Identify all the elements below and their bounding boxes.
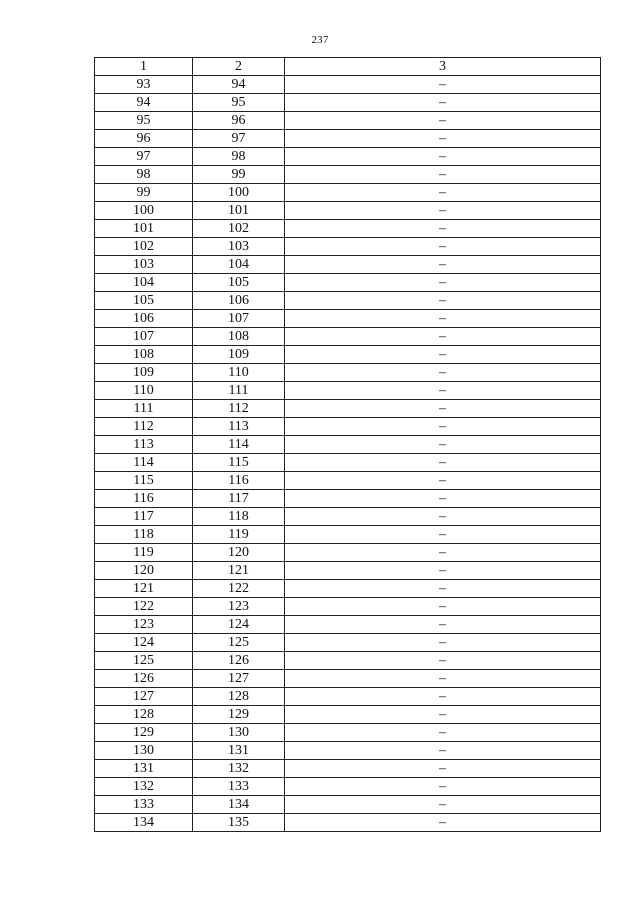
data-table (94, 57, 601, 832)
table-cell-col-2: 134 (193, 796, 285, 814)
table-cell-col-1: 94 (95, 94, 193, 112)
table-cell-col-1: 118 (95, 526, 193, 544)
table-row (95, 346, 601, 364)
table-cell-col-2: 108 (193, 328, 285, 346)
table-cell-col-3: – (285, 742, 601, 760)
table-cell-col-2: 104 (193, 256, 285, 274)
table-cell-col-2: 107 (193, 310, 285, 328)
table-cell-col-1: 107 (95, 328, 193, 346)
column-header-2: 2 (193, 58, 285, 76)
table-cell-col-3: – (285, 364, 601, 382)
table-cell-col-2: 111 (193, 382, 285, 400)
table-cell-col-1: 122 (95, 598, 193, 616)
table-row (95, 400, 601, 418)
table-cell-col-2: 97 (193, 130, 285, 148)
table-cell-col-3: – (285, 292, 601, 310)
table-cell-col-3: – (285, 706, 601, 724)
table-row (95, 760, 601, 778)
table-cell-col-3: – (285, 256, 601, 274)
table-row (95, 436, 601, 454)
table-cell-col-2: 96 (193, 112, 285, 130)
table-cell-col-1: 93 (95, 76, 193, 94)
table-row (95, 706, 601, 724)
table-cell-col-3: – (285, 76, 601, 94)
table-cell-col-2: 125 (193, 634, 285, 652)
table-cell-col-3: – (285, 310, 601, 328)
table-cell-col-3: – (285, 454, 601, 472)
table-row (95, 616, 601, 634)
table-cell-col-1: 132 (95, 778, 193, 796)
table-cell-col-1: 102 (95, 238, 193, 256)
table-cell-col-1: 134 (95, 814, 193, 832)
table-cell-col-1: 110 (95, 382, 193, 400)
table-cell-col-2: 109 (193, 346, 285, 364)
table-cell-col-3: – (285, 148, 601, 166)
table-cell-col-3: – (285, 112, 601, 130)
table-cell-col-1: 117 (95, 508, 193, 526)
table-cell-col-1: 119 (95, 544, 193, 562)
table-row (95, 454, 601, 472)
table-cell-col-2: 130 (193, 724, 285, 742)
table-cell-col-3: – (285, 814, 601, 832)
table-cell-col-3: – (285, 274, 601, 292)
table-cell-col-2: 99 (193, 166, 285, 184)
table-cell-col-2: 114 (193, 436, 285, 454)
table-cell-col-2: 131 (193, 742, 285, 760)
table-row (95, 670, 601, 688)
table-row (95, 508, 601, 526)
table-header-row (95, 58, 601, 76)
table-row (95, 238, 601, 256)
table-cell-col-2: 102 (193, 220, 285, 238)
table-cell-col-1: 125 (95, 652, 193, 670)
table-row (95, 256, 601, 274)
table-row (95, 814, 601, 832)
column-header-1: 1 (95, 58, 193, 76)
table-cell-col-1: 103 (95, 256, 193, 274)
table-row (95, 112, 601, 130)
table-cell-col-3: – (285, 220, 601, 238)
column-header-3: 3 (285, 58, 601, 76)
table-body (95, 76, 601, 832)
table-cell-col-1: 95 (95, 112, 193, 130)
table-cell-col-3: – (285, 508, 601, 526)
table-cell-col-1: 113 (95, 436, 193, 454)
table-row (95, 166, 601, 184)
table-cell-col-2: 127 (193, 670, 285, 688)
table-cell-col-3: – (285, 562, 601, 580)
table-cell-col-3: – (285, 688, 601, 706)
table-cell-col-3: – (285, 184, 601, 202)
table-cell-col-1: 97 (95, 148, 193, 166)
table-cell-col-2: 129 (193, 706, 285, 724)
table-cell-col-1: 96 (95, 130, 193, 148)
table-cell-col-1: 109 (95, 364, 193, 382)
table-cell-col-3: – (285, 598, 601, 616)
table-cell-col-1: 126 (95, 670, 193, 688)
table-cell-col-3: – (285, 670, 601, 688)
table-cell-col-1: 123 (95, 616, 193, 634)
table-row (95, 652, 601, 670)
table-cell-col-3: – (285, 796, 601, 814)
table-cell-col-3: – (285, 382, 601, 400)
table-cell-col-2: 116 (193, 472, 285, 490)
table-cell-col-1: 98 (95, 166, 193, 184)
table-cell-col-3: – (285, 418, 601, 436)
table-cell-col-1: 99 (95, 184, 193, 202)
table-row (95, 130, 601, 148)
table-row (95, 490, 601, 508)
table-cell-col-1: 133 (95, 796, 193, 814)
table-row (95, 382, 601, 400)
table-cell-col-1: 130 (95, 742, 193, 760)
table-cell-col-3: – (285, 94, 601, 112)
table-cell-col-3: – (285, 202, 601, 220)
table-row (95, 184, 601, 202)
table-cell-col-2: 100 (193, 184, 285, 202)
table-cell-col-3: – (285, 472, 601, 490)
table-cell-col-1: 101 (95, 220, 193, 238)
table-row (95, 328, 601, 346)
table-row (95, 526, 601, 544)
table-cell-col-2: 113 (193, 418, 285, 436)
table-cell-col-2: 120 (193, 544, 285, 562)
table-row (95, 274, 601, 292)
table-cell-col-2: 101 (193, 202, 285, 220)
table-cell-col-3: – (285, 634, 601, 652)
table-row (95, 742, 601, 760)
table-cell-col-1: 114 (95, 454, 193, 472)
table-cell-col-1: 128 (95, 706, 193, 724)
table-row (95, 562, 601, 580)
table-row (95, 688, 601, 706)
table-row (95, 724, 601, 742)
table-cell-col-1: 127 (95, 688, 193, 706)
table-cell-col-3: – (285, 616, 601, 634)
table-row (95, 634, 601, 652)
table-cell-col-3: – (285, 724, 601, 742)
table-cell-col-1: 106 (95, 310, 193, 328)
table-cell-col-2: 135 (193, 814, 285, 832)
table-cell-col-1: 108 (95, 346, 193, 364)
table-cell-col-2: 112 (193, 400, 285, 418)
table-cell-col-1: 120 (95, 562, 193, 580)
table-cell-col-3: – (285, 544, 601, 562)
table-row (95, 148, 601, 166)
table-row (95, 778, 601, 796)
table-cell-col-2: 118 (193, 508, 285, 526)
table-cell-col-2: 117 (193, 490, 285, 508)
table-cell-col-3: – (285, 652, 601, 670)
table-cell-col-1: 116 (95, 490, 193, 508)
table-cell-col-2: 124 (193, 616, 285, 634)
table-row (95, 94, 601, 112)
table-cell-col-1: 115 (95, 472, 193, 490)
table-cell-col-1: 105 (95, 292, 193, 310)
table-cell-col-2: 105 (193, 274, 285, 292)
table-cell-col-1: 131 (95, 760, 193, 778)
table-cell-col-3: – (285, 328, 601, 346)
table-cell-col-2: 126 (193, 652, 285, 670)
table-row (95, 310, 601, 328)
table-cell-col-3: – (285, 580, 601, 598)
table-cell-col-2: 132 (193, 760, 285, 778)
table-row (95, 418, 601, 436)
table-cell-col-1: 121 (95, 580, 193, 598)
table-cell-col-2: 103 (193, 238, 285, 256)
table-row (95, 76, 601, 94)
table-cell-col-1: 124 (95, 634, 193, 652)
table-cell-col-2: 128 (193, 688, 285, 706)
table-cell-col-3: – (285, 760, 601, 778)
table-cell-col-3: – (285, 490, 601, 508)
table-cell-col-2: 110 (193, 364, 285, 382)
table-cell-col-3: – (285, 436, 601, 454)
table-row (95, 292, 601, 310)
table-cell-col-1: 129 (95, 724, 193, 742)
table-cell-col-3: – (285, 166, 601, 184)
table-cell-col-2: 119 (193, 526, 285, 544)
table-cell-col-3: – (285, 778, 601, 796)
table-row (95, 220, 601, 238)
table-cell-col-2: 123 (193, 598, 285, 616)
table-row (95, 598, 601, 616)
table-row (95, 364, 601, 382)
table-cell-col-1: 112 (95, 418, 193, 436)
table-cell-col-1: 111 (95, 400, 193, 418)
table-cell-col-3: – (285, 526, 601, 544)
table-cell-col-2: 121 (193, 562, 285, 580)
table-cell-col-2: 94 (193, 76, 285, 94)
table-row (95, 544, 601, 562)
table-cell-col-1: 100 (95, 202, 193, 220)
table-cell-col-2: 106 (193, 292, 285, 310)
table-row (95, 580, 601, 598)
table-cell-col-2: 95 (193, 94, 285, 112)
table-cell-col-3: – (285, 238, 601, 256)
table-header (95, 58, 601, 76)
table-row (95, 472, 601, 490)
table-row (95, 202, 601, 220)
page-number: 237 (311, 34, 329, 46)
table-cell-col-2: 115 (193, 454, 285, 472)
table-row (95, 796, 601, 814)
table-cell-col-3: – (285, 346, 601, 364)
table-cell-col-2: 133 (193, 778, 285, 796)
table-cell-col-2: 98 (193, 148, 285, 166)
table-cell-col-2: 122 (193, 580, 285, 598)
table-cell-col-3: – (285, 130, 601, 148)
table-cell-col-3: – (285, 400, 601, 418)
table-cell-col-1: 104 (95, 274, 193, 292)
